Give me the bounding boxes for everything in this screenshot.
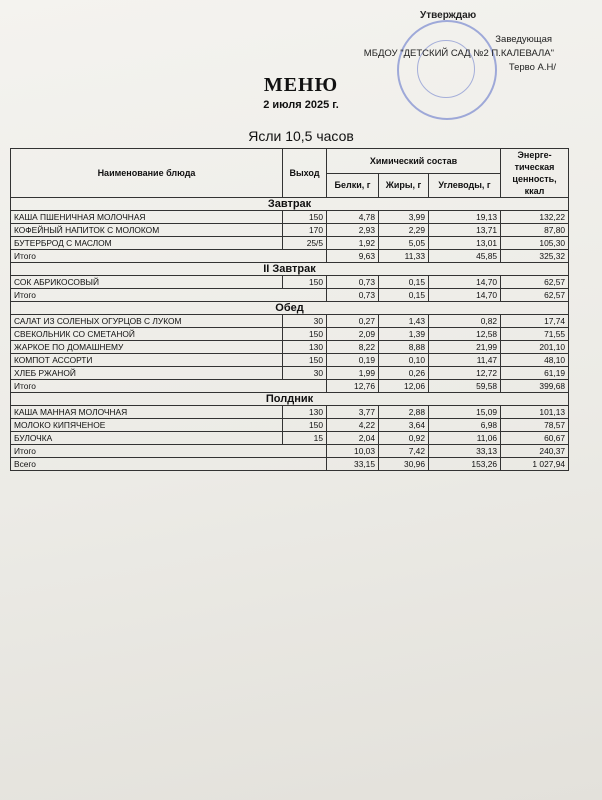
- dish-carbs: 6,98: [429, 419, 501, 432]
- dish-fat: 0,92: [379, 432, 429, 445]
- dish-carbs: 13,01: [429, 237, 501, 250]
- section-header-row: [11, 302, 569, 315]
- total-energy: 62,57: [501, 289, 569, 302]
- header-fat: Жиры, г: [379, 173, 429, 198]
- dish-name: СВЕКОЛЬНИК СО СМЕТАНОЙ: [11, 328, 283, 341]
- total-carbs: 33,13: [429, 445, 501, 458]
- dish-yield: 130: [283, 406, 327, 419]
- section-title: Завтрак: [11, 198, 569, 211]
- dish-protein: 3,77: [327, 406, 379, 419]
- dish-name: БУТЕРБРОД С МАСЛОМ: [11, 237, 283, 250]
- dish-protein: 2,04: [327, 432, 379, 445]
- menu-date: 2 июля 2025 г.: [263, 99, 339, 111]
- dish-yield: 150: [283, 419, 327, 432]
- dish-energy: 48,10: [501, 354, 569, 367]
- header-yield: Выход: [283, 149, 327, 198]
- dish-yield: 30: [283, 315, 327, 328]
- dish-protein: 4,78: [327, 211, 379, 224]
- dish-energy: 201,10: [501, 341, 569, 354]
- dish-name: ЖАРКОЕ ПО ДОМАШНЕМУ: [11, 341, 283, 354]
- table-row: [11, 224, 569, 237]
- group-name: Ясли 10,5 часов: [248, 128, 354, 144]
- dish-yield: 150: [283, 276, 327, 289]
- signer-name: Терво А.Н/: [508, 62, 556, 73]
- table-row: [11, 367, 569, 380]
- approver-position: Заведующая: [495, 34, 552, 45]
- dish-fat: 1,39: [379, 328, 429, 341]
- dish-carbs: 11,06: [429, 432, 501, 445]
- total-row: [11, 380, 569, 393]
- table-row: [11, 328, 569, 341]
- total-energy: 240,37: [501, 445, 569, 458]
- dish-protein: 2,09: [327, 328, 379, 341]
- dish-energy: 78,57: [501, 419, 569, 432]
- dish-fat: 3,99: [379, 211, 429, 224]
- dish-fat: 5,05: [379, 237, 429, 250]
- grand-total-label: Всего: [11, 458, 327, 471]
- grand-total-fat: 30,96: [379, 458, 429, 471]
- dish-fat: 0,10: [379, 354, 429, 367]
- table-row: [11, 315, 569, 328]
- total-energy: 399,68: [501, 380, 569, 393]
- total-energy: 325,32: [501, 250, 569, 263]
- total-fat: 0,15: [379, 289, 429, 302]
- dish-protein: 2,93: [327, 224, 379, 237]
- dish-carbs: 21,99: [429, 341, 501, 354]
- header-dish-name: Наименование блюда: [11, 149, 283, 198]
- table-row: [11, 406, 569, 419]
- table-row: [11, 354, 569, 367]
- total-label: Итого: [11, 445, 327, 458]
- dish-energy: 61,19: [501, 367, 569, 380]
- dish-fat: 0,26: [379, 367, 429, 380]
- section-title: II Завтрак: [11, 263, 569, 276]
- dish-protein: 4,22: [327, 419, 379, 432]
- dish-carbs: 14,70: [429, 276, 501, 289]
- section-header-row: [11, 198, 569, 211]
- dish-fat: 1,43: [379, 315, 429, 328]
- dish-energy: 62,57: [501, 276, 569, 289]
- total-protein: 9,63: [327, 250, 379, 263]
- header-carbs: Углеводы, г: [429, 173, 501, 198]
- dish-carbs: 12,58: [429, 328, 501, 341]
- table-row: [11, 237, 569, 250]
- section-title: Обед: [11, 302, 569, 315]
- grand-total-carbs: 153,26: [429, 458, 501, 471]
- menu-body: [11, 198, 569, 471]
- table-row: [11, 419, 569, 432]
- dish-carbs: 19,13: [429, 211, 501, 224]
- organization-name: МБДОУ "ДЕТСКИЙ САД №2 П.КАЛЕВАЛА": [363, 48, 554, 59]
- dish-fat: 0,15: [379, 276, 429, 289]
- dish-yield: 150: [283, 211, 327, 224]
- table-row: [11, 432, 569, 445]
- section-header-row: [11, 393, 569, 406]
- dish-name: САЛАТ ИЗ СОЛЕНЫХ ОГУРЦОВ С ЛУКОМ: [11, 315, 283, 328]
- total-carbs: 14,70: [429, 289, 501, 302]
- total-fat: 7,42: [379, 445, 429, 458]
- table-row: [11, 211, 569, 224]
- dish-fat: 2,29: [379, 224, 429, 237]
- total-carbs: 59,58: [429, 380, 501, 393]
- dish-fat: 2,88: [379, 406, 429, 419]
- dish-name: КАША ПШЕНИЧНАЯ МОЛОЧНАЯ: [11, 211, 283, 224]
- section-header-row: [11, 263, 569, 276]
- table-row: [11, 276, 569, 289]
- approval-label: Утверждаю: [420, 10, 477, 21]
- header-energy: Энерге-тическая ценность, ккал: [501, 149, 569, 198]
- grand-total-energy: 1 027,94: [501, 458, 569, 471]
- total-label: Итого: [11, 289, 327, 302]
- dish-energy: 17,74: [501, 315, 569, 328]
- grand-total-protein: 33,15: [327, 458, 379, 471]
- dish-yield: 130: [283, 341, 327, 354]
- dish-energy: 87,80: [501, 224, 569, 237]
- dish-protein: 0,19: [327, 354, 379, 367]
- total-row: [11, 445, 569, 458]
- dish-name: МОЛОКО КИПЯЧЕНОЕ: [11, 419, 283, 432]
- dish-name: ХЛЕБ РЖАНОЙ: [11, 367, 283, 380]
- dish-protein: 8,22: [327, 341, 379, 354]
- dish-energy: 132,22: [501, 211, 569, 224]
- header-chemical: Химический состав: [327, 149, 501, 174]
- total-row: [11, 250, 569, 263]
- dish-protein: 1,99: [327, 367, 379, 380]
- total-carbs: 45,85: [429, 250, 501, 263]
- dish-name: СОК АБРИКОСОВЫЙ: [11, 276, 283, 289]
- grand-total-row: [11, 458, 569, 471]
- table-row: [11, 341, 569, 354]
- dish-yield: 150: [283, 354, 327, 367]
- total-fat: 11,33: [379, 250, 429, 263]
- dish-fat: 8,88: [379, 341, 429, 354]
- dish-carbs: 13,71: [429, 224, 501, 237]
- dish-carbs: 0,82: [429, 315, 501, 328]
- dish-yield: 30: [283, 367, 327, 380]
- section-title: Полдник: [11, 393, 569, 406]
- dish-fat: 3,64: [379, 419, 429, 432]
- dish-energy: 71,55: [501, 328, 569, 341]
- total-protein: 12,76: [327, 380, 379, 393]
- dish-protein: 0,27: [327, 315, 379, 328]
- total-label: Итого: [11, 380, 327, 393]
- menu-table: [10, 148, 569, 471]
- dish-energy: 101,13: [501, 406, 569, 419]
- dish-carbs: 15,09: [429, 406, 501, 419]
- dish-name: КОФЕЙНЫЙ НАПИТОК С МОЛОКОМ: [11, 224, 283, 237]
- total-row: [11, 289, 569, 302]
- dish-yield: 15: [283, 432, 327, 445]
- dish-energy: 105,30: [501, 237, 569, 250]
- dish-yield: 170: [283, 224, 327, 237]
- total-protein: 10,03: [327, 445, 379, 458]
- dish-name: КАША МАННАЯ МОЛОЧНАЯ: [11, 406, 283, 419]
- dish-energy: 60,67: [501, 432, 569, 445]
- dish-name: КОМПОТ АССОРТИ: [11, 354, 283, 367]
- dish-name: БУЛОЧКА: [11, 432, 283, 445]
- total-protein: 0,73: [327, 289, 379, 302]
- dish-yield: 150: [283, 328, 327, 341]
- total-fat: 12,06: [379, 380, 429, 393]
- header-protein: Белки, г: [327, 173, 379, 198]
- dish-carbs: 11,47: [429, 354, 501, 367]
- dish-protein: 0,73: [327, 276, 379, 289]
- dish-yield: 25/5: [283, 237, 327, 250]
- dish-carbs: 12,72: [429, 367, 501, 380]
- total-label: Итого: [11, 250, 327, 263]
- page-title: МЕНЮ: [263, 74, 339, 96]
- dish-protein: 1,92: [327, 237, 379, 250]
